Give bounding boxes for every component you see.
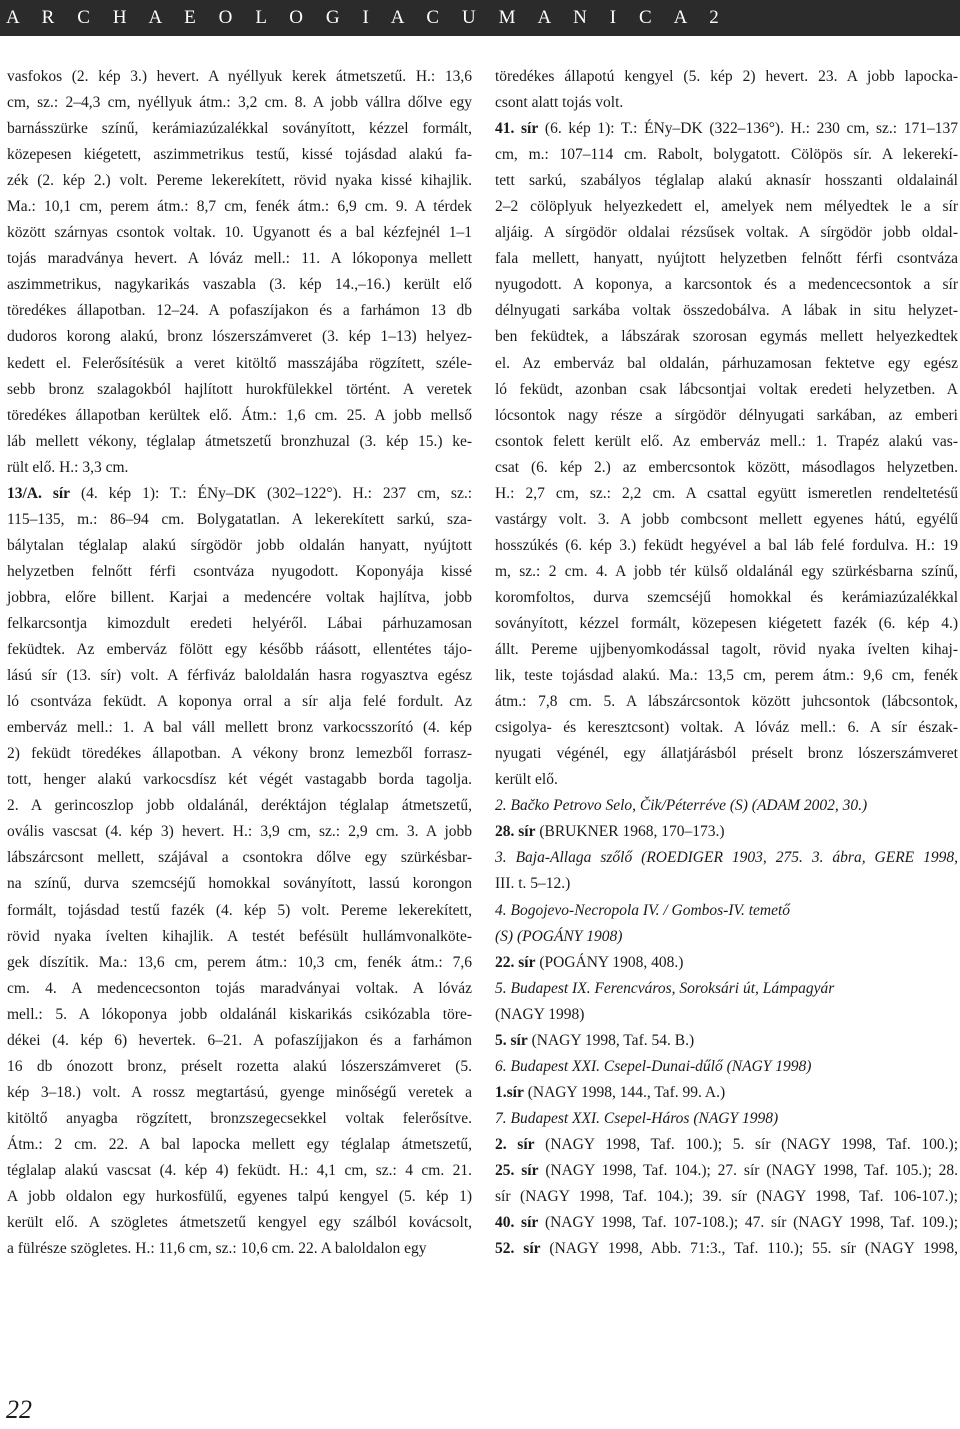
text-line: ló csontváza feküdt. A koponya orral a sír alja felé fordult. Az bbox=[7, 693, 472, 711]
text-line: 2–2 cölöplyuk helyezkedett el, amelyek nem mélyedtek le a sír bbox=[495, 198, 958, 216]
text-line: nyugati végénél, egy állatjárásból préselt bronz lószerszámveret bbox=[495, 745, 958, 763]
text-line: gek díszítik. Ma.: 13,6 cm, perem átm.: 10,3 cm, fenék átm.: 7,6 bbox=[7, 953, 472, 971]
text-line: H.: 2,7 cm, sz.: 2,2 cm. A csattal együtt ismeretlen rendeltetésű bbox=[495, 484, 958, 502]
text-line: töredékes állapotban. 12–24. A pofaszíjakon és a farhámon 13 db bbox=[7, 302, 472, 320]
text-line: ovális vascsat (4. kép 3) hevert. H.: 3,9 cm, sz.: 2,9 cm. 3. A jobb bbox=[7, 823, 472, 841]
text-line: aszimmetrikus, nagykarikás vaszabla (3. kép 14.,–16.) került elő bbox=[7, 276, 472, 294]
text-line: téglalap alakú vascsat (4. kép 4) feküdt. H.: 4,1 cm, sz.: 4 cm. 21. bbox=[7, 1161, 472, 1179]
text-line: vasfokos (2. kép 3.) hevert. A nyéllyuk kerek átmetszetű. H.: 13,6 bbox=[7, 68, 472, 85]
text-line: kedett el. Felerősítésük a veret kitöltő masszájába rögzített, széle- bbox=[7, 354, 472, 372]
text-line: bálytalan téglalap alakú sírgödör jobb oldalán hanyatt, nyújtott bbox=[7, 536, 472, 554]
text-line: 40. sír (NAGY 1998, Taf. 107-108.); 47. sír (NAGY 1998, Taf. 109.); bbox=[495, 1214, 959, 1232]
text-line: lik, teste tojásdad alakú. Ma.: 13,5 cm, perem átm.: 9,6 cm, fenék bbox=[495, 667, 958, 685]
text-line: 2) feküdt töredékes állapotban. A vékony bronz lemezből forrasz- bbox=[7, 745, 472, 763]
text-line: 52. sír (NAGY 1998, Abb. 71:3., Taf. 110.); 55. sír (NAGY 1998, bbox=[495, 1240, 959, 1258]
text-line: m, sz.: 2 cm. 4. A jobb tér külső oldalánál egy szürkésbarna színű, bbox=[495, 562, 958, 580]
journal-title: A R C H A E O L O G I A C U M A N I C A 2 bbox=[6, 7, 728, 28]
text-line: lábszárcsont mellett, szájával a csontokra dőlve egy szürkésbar- bbox=[7, 849, 472, 867]
text-line: jobbra, előre billent. Karjai a medencére voltak hajlítva, jobb bbox=[7, 588, 472, 606]
text-line: A jobb oldalon egy hurkosfülű, egyenes talpú kengyel (5. kép 1) bbox=[7, 1188, 472, 1206]
text-line: 4. Bogojevo-Necropola IV. / Gombos-IV. temető bbox=[495, 901, 791, 919]
text-line: dékei (4. kép 6) hevertek. 6–21. A pofaszíjjakon és a farhámon bbox=[7, 1031, 472, 1049]
text-line: 2. sír (NAGY 1998, Taf. 100.); 5. sír (NAGY 1998, Taf. 100.); bbox=[495, 1135, 959, 1153]
text-line: 5. sír (NAGY 1998, Taf. 54. B.) bbox=[495, 1031, 695, 1049]
text-line: 115–135, m.: 86–94 cm. Bolygatatlan. A lekerekített sarkú, sza- bbox=[7, 510, 472, 528]
text-line: 7. Budapest XXI. Csepel-Háros (NAGY 1998) bbox=[495, 1109, 779, 1127]
text-line: csat (6. kép 2.) az embercsontok között, másodlagos helyzetben. bbox=[495, 458, 958, 476]
text-line: cm, sz.: 2–4,3 cm, nyéllyuk átm.: 3,2 cm. 8. A jobb vállra dőlve egy bbox=[7, 94, 472, 112]
text-line: 2. A gerincoszlop jobb oldalánál, deréktájon téglalap átmetszetű, bbox=[7, 797, 472, 815]
text-line: feküdtek. Az emberváz fölött egy később ráásott, ellentétes tájo- bbox=[7, 641, 472, 659]
text-line: fala mellett, hanyatt, nyújtott helyzetben felnőtt férfi csontváza bbox=[495, 250, 958, 268]
text-line: 41. sír (6. kép 1): T.: ÉNy–DK (322–136°). H.: 230 cm, sz.: 171–137 bbox=[495, 120, 959, 138]
text-line: 16 db ónozott bronz, préselt rozetta alakú lószerszámveret (5. bbox=[7, 1057, 472, 1075]
text-line: lású sír (13. sír) volt. A férfiváz baloldalán hasra rogyasztva egész bbox=[7, 667, 472, 685]
text-line: 6. Budapest XXI. Csepel-Dunai-dűlő (NAGY 1998) bbox=[495, 1057, 812, 1075]
text-line: tojás maradványa hevert. A lóváz mell.: 11. A lókoponya mellett bbox=[7, 250, 472, 268]
text-line: állt. Pereme ujjbenyomkodással tagolt, rövid nyaka ívelten kihaj- bbox=[495, 641, 958, 659]
text-line: kép 3–18.) volt. A rossz megtartású, gyenge minőségű veretek a bbox=[7, 1083, 472, 1101]
text-line: ben feküdtek, a lábszárak szorosan egymás mellett helyezkedtek bbox=[495, 328, 958, 346]
text-line: na színű, durva szemcséjű homokkal soványított, lassú korongon bbox=[7, 875, 472, 893]
text-line: barnásszürke színű, kerámiazúzalékkal soványított, kézzel formált, bbox=[7, 120, 472, 138]
text-line: közepesen kiégetett, aszimmetrikus testű, kissé tojásdad alakú fa- bbox=[7, 146, 472, 164]
left-text-column bbox=[7, 64, 472, 1262]
text-line: nyugodott. A koponya, a karcsontok és a medencecsontok a sír bbox=[495, 276, 958, 294]
text-line: mell.: 5. A lókoponya jobb oldalánál kiskarikás csikózabla töre- bbox=[7, 1005, 472, 1023]
text-line: 1.sír (NAGY 1998, 144., Taf. 99. A.) bbox=[495, 1083, 726, 1101]
text-line: 13/A. sír (4. kép 1): T.: ÉNy–DK (302–122°). H.: 237 cm, sz.: bbox=[7, 484, 473, 502]
text-line: sír (NAGY 1998, Taf. 104.); 39. sír (NAGY 1998, Taf. 106-107.); bbox=[495, 1188, 958, 1206]
text-line: között szárnyas csontok voltak. 10. Ugyanott és a bal kézfejnél 1–1 bbox=[7, 224, 472, 242]
text-line: ló feküdt, azonban csak lábcsontjai voltak eredeti helyzetben. A bbox=[495, 380, 958, 398]
text-line: átm.: 7,8 cm. 5. A lábszárcsontok között juhcsontok (lábcsontok, bbox=[495, 693, 958, 711]
text-line: került elő. A szögletes átmetszetű kengyel egy szálból kovácsolt, bbox=[7, 1214, 472, 1232]
text-line: sebb bronz szalagokból hajlított hurokfülekkel történt. A veretek bbox=[7, 380, 472, 398]
text-line: Ma.: 10,1 cm, perem átm.: 8,7 cm, fenék átm.: 6,9 cm. 9. A térdek bbox=[7, 198, 472, 216]
text-line: soványított, kézzel formált, közepesen kiégetett fazék (6. kép 4.) bbox=[495, 614, 958, 632]
text-line: 28. sír (BRUKNER 1968, 170–173.) bbox=[495, 823, 725, 841]
text-line: kitöltő anyagba rögzített, bronzszegecsekkel voltak felerősítve. bbox=[7, 1109, 472, 1127]
text-line: láb mellett vékony, téglalap átmetszetű bronzhuzal (3. kép 15.) ke- bbox=[7, 432, 472, 450]
text-line: (S) (POGÁNY 1908) bbox=[495, 927, 623, 945]
text-line: töredékes állapotú kengyel (5. kép 2) hevert. 23. A jobb lapocka- bbox=[495, 68, 958, 85]
text-line: el. Az emberváz bal oldalán, párhuzamosan fektetve egy egész bbox=[495, 354, 958, 372]
text-line: hosszúkés (6. kép 3.) feküdt hegyével a bal láb felé fordulva. H.: 19 bbox=[495, 536, 958, 554]
text-line: III. t. 5–12.) bbox=[495, 875, 571, 893]
text-line: felkarcsontja kimozdult eredeti helyéről. Lábai párhuzamosan bbox=[7, 614, 472, 632]
text-line: 2. Bačko Petrovo Selo, Čik/Péterréve (S) (ADAM 2002, 30.) bbox=[495, 797, 868, 815]
page-number: 22 bbox=[6, 1395, 32, 1424]
text-line: helyzetben felnőtt férfi csontváza nyugodott. Koponyája kissé bbox=[7, 562, 472, 580]
text-line: csigolya- és keresztcsont) voltak. A lóváz mell.: 6. A sír észak- bbox=[495, 719, 958, 737]
text-line: emberváz mell.: 1. A bal váll mellett bronz varkocsszorító (4. kép bbox=[7, 719, 472, 737]
text-line: tott, henger alakú varkocsdísz két végét vastagabb borda tagolja. bbox=[7, 771, 472, 789]
text-line: csont alatt tojás volt. bbox=[495, 94, 624, 112]
text-line: került elő. bbox=[495, 771, 558, 789]
text-line: vastárgy volt. 3. A jobb combcsont mellett egyenes hátú, egyélű bbox=[495, 510, 958, 528]
text-line: cm. 4. A medencecsonton tojás maradványai voltak. A lóváz bbox=[7, 979, 472, 997]
text-line: zék (2. kép 2.) volt. Pereme lekerekített, rövid nyaka kissé kihajlik. bbox=[7, 172, 472, 190]
text-line: aljáig. A sírgödör oldalai rézsűsek voltak. A sírgödör jobb oldal- bbox=[495, 224, 958, 242]
text-line: (NAGY 1998) bbox=[495, 1005, 585, 1023]
text-line: a fülrésze szögletes. H.: 11,6 cm, sz.: 10,6 cm. 22. A baloldalon egy bbox=[7, 1240, 427, 1258]
text-line: délnyugati sarkába voltak összedobálva. A lábak in situ helyzet- bbox=[495, 302, 958, 320]
text-line: Átm.: 2 cm. 22. A bal lapocka mellett egy téglalap átmetszetű, bbox=[7, 1135, 472, 1153]
text-line: 5. Budapest IX. Ferencváros, Soroksári út, Lámpagyár bbox=[495, 979, 835, 997]
right-text-column bbox=[495, 64, 958, 1262]
text-line: cm, m.: 107–114 cm. Rabolt, bolygatott. Cölöpös sír. A lekerekí- bbox=[495, 146, 958, 164]
text-line: töredékes állapotban kerültek elő. Átm.: 1,6 cm. 25. A jobb mellső bbox=[7, 406, 472, 424]
running-header-bar bbox=[0, 0, 960, 36]
text-line: dudoros korong alakú, bronz lószerszámveret (3. kép 1–13) helyez- bbox=[7, 328, 472, 346]
text-line: lócsontok nagy része a sírgödör délnyugati sarkában, az emberi bbox=[495, 406, 958, 424]
text-line: 25. sír (NAGY 1998, Taf. 104.); 27. sír (NAGY 1998, Taf. 105.); 28. bbox=[495, 1161, 959, 1179]
text-line: formált, tojásdad testű fazék (4. kép 5) volt. Pereme lekerekített, bbox=[7, 901, 472, 919]
text-line: rült elő. H.: 3,3 cm. bbox=[7, 458, 129, 476]
text-line: 3. Baja-Allaga szőlő (ROEDIGER 1903, 275. 3. ábra, GERE 1998, bbox=[495, 849, 958, 867]
text-line: koromfoltos, durva szemcséjű homokkal és kerámiazúzalékkal bbox=[495, 588, 958, 606]
text-line: csontok felett került elő. Az emberváz mell.: 1. Trapéz alakú vas- bbox=[495, 432, 958, 450]
text-line: rövid nyaka ívelten kihajlik. A testét befésült hullámvonalköte- bbox=[7, 927, 472, 945]
text-line: tett sarkú, szabályos téglalap alakú aknasír hosszanti oldalainál bbox=[495, 172, 958, 190]
text-line: 22. sír (POGÁNY 1908, 408.) bbox=[495, 953, 684, 971]
